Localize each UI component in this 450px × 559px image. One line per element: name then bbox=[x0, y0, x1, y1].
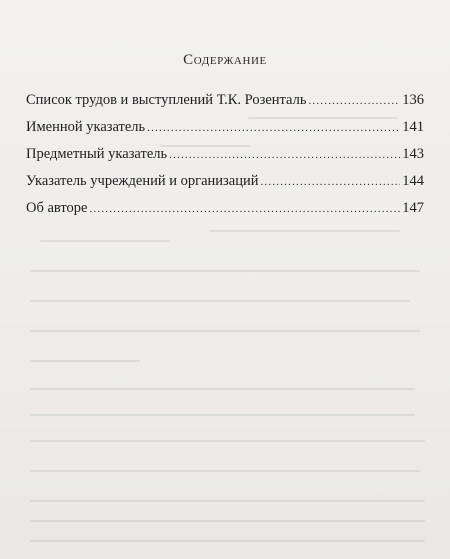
toc-entry bbox=[26, 146, 424, 173]
toc-entry-label: Список трудов и выступлений Т.К. Розенталь bbox=[26, 92, 307, 108]
dot-leader bbox=[89, 203, 400, 215]
toc-entry bbox=[26, 173, 424, 200]
toc-heading: Содержание bbox=[183, 52, 267, 68]
dot-leader bbox=[169, 149, 400, 161]
toc-entry-label: Предметный указатель bbox=[26, 146, 168, 162]
toc-entry-page: 136 bbox=[402, 92, 424, 108]
toc-entry bbox=[26, 200, 424, 227]
toc-entry-label: Указатель учреждений и организаций bbox=[26, 173, 259, 189]
toc-entry-page: 141 bbox=[402, 119, 424, 135]
toc-entry-label: Именной указатель bbox=[26, 119, 146, 135]
toc-entry bbox=[26, 119, 424, 146]
toc-entry-label: Об авторе bbox=[26, 200, 88, 216]
toc-entry-page: 147 bbox=[402, 200, 424, 216]
dot-leader bbox=[147, 122, 400, 134]
dot-leader bbox=[308, 95, 400, 107]
table-of-contents bbox=[26, 92, 424, 227]
toc-entry-page: 143 bbox=[402, 146, 424, 162]
toc-entry-page: 144 bbox=[402, 173, 424, 189]
dot-leader bbox=[260, 176, 400, 188]
toc-entry bbox=[26, 92, 424, 119]
